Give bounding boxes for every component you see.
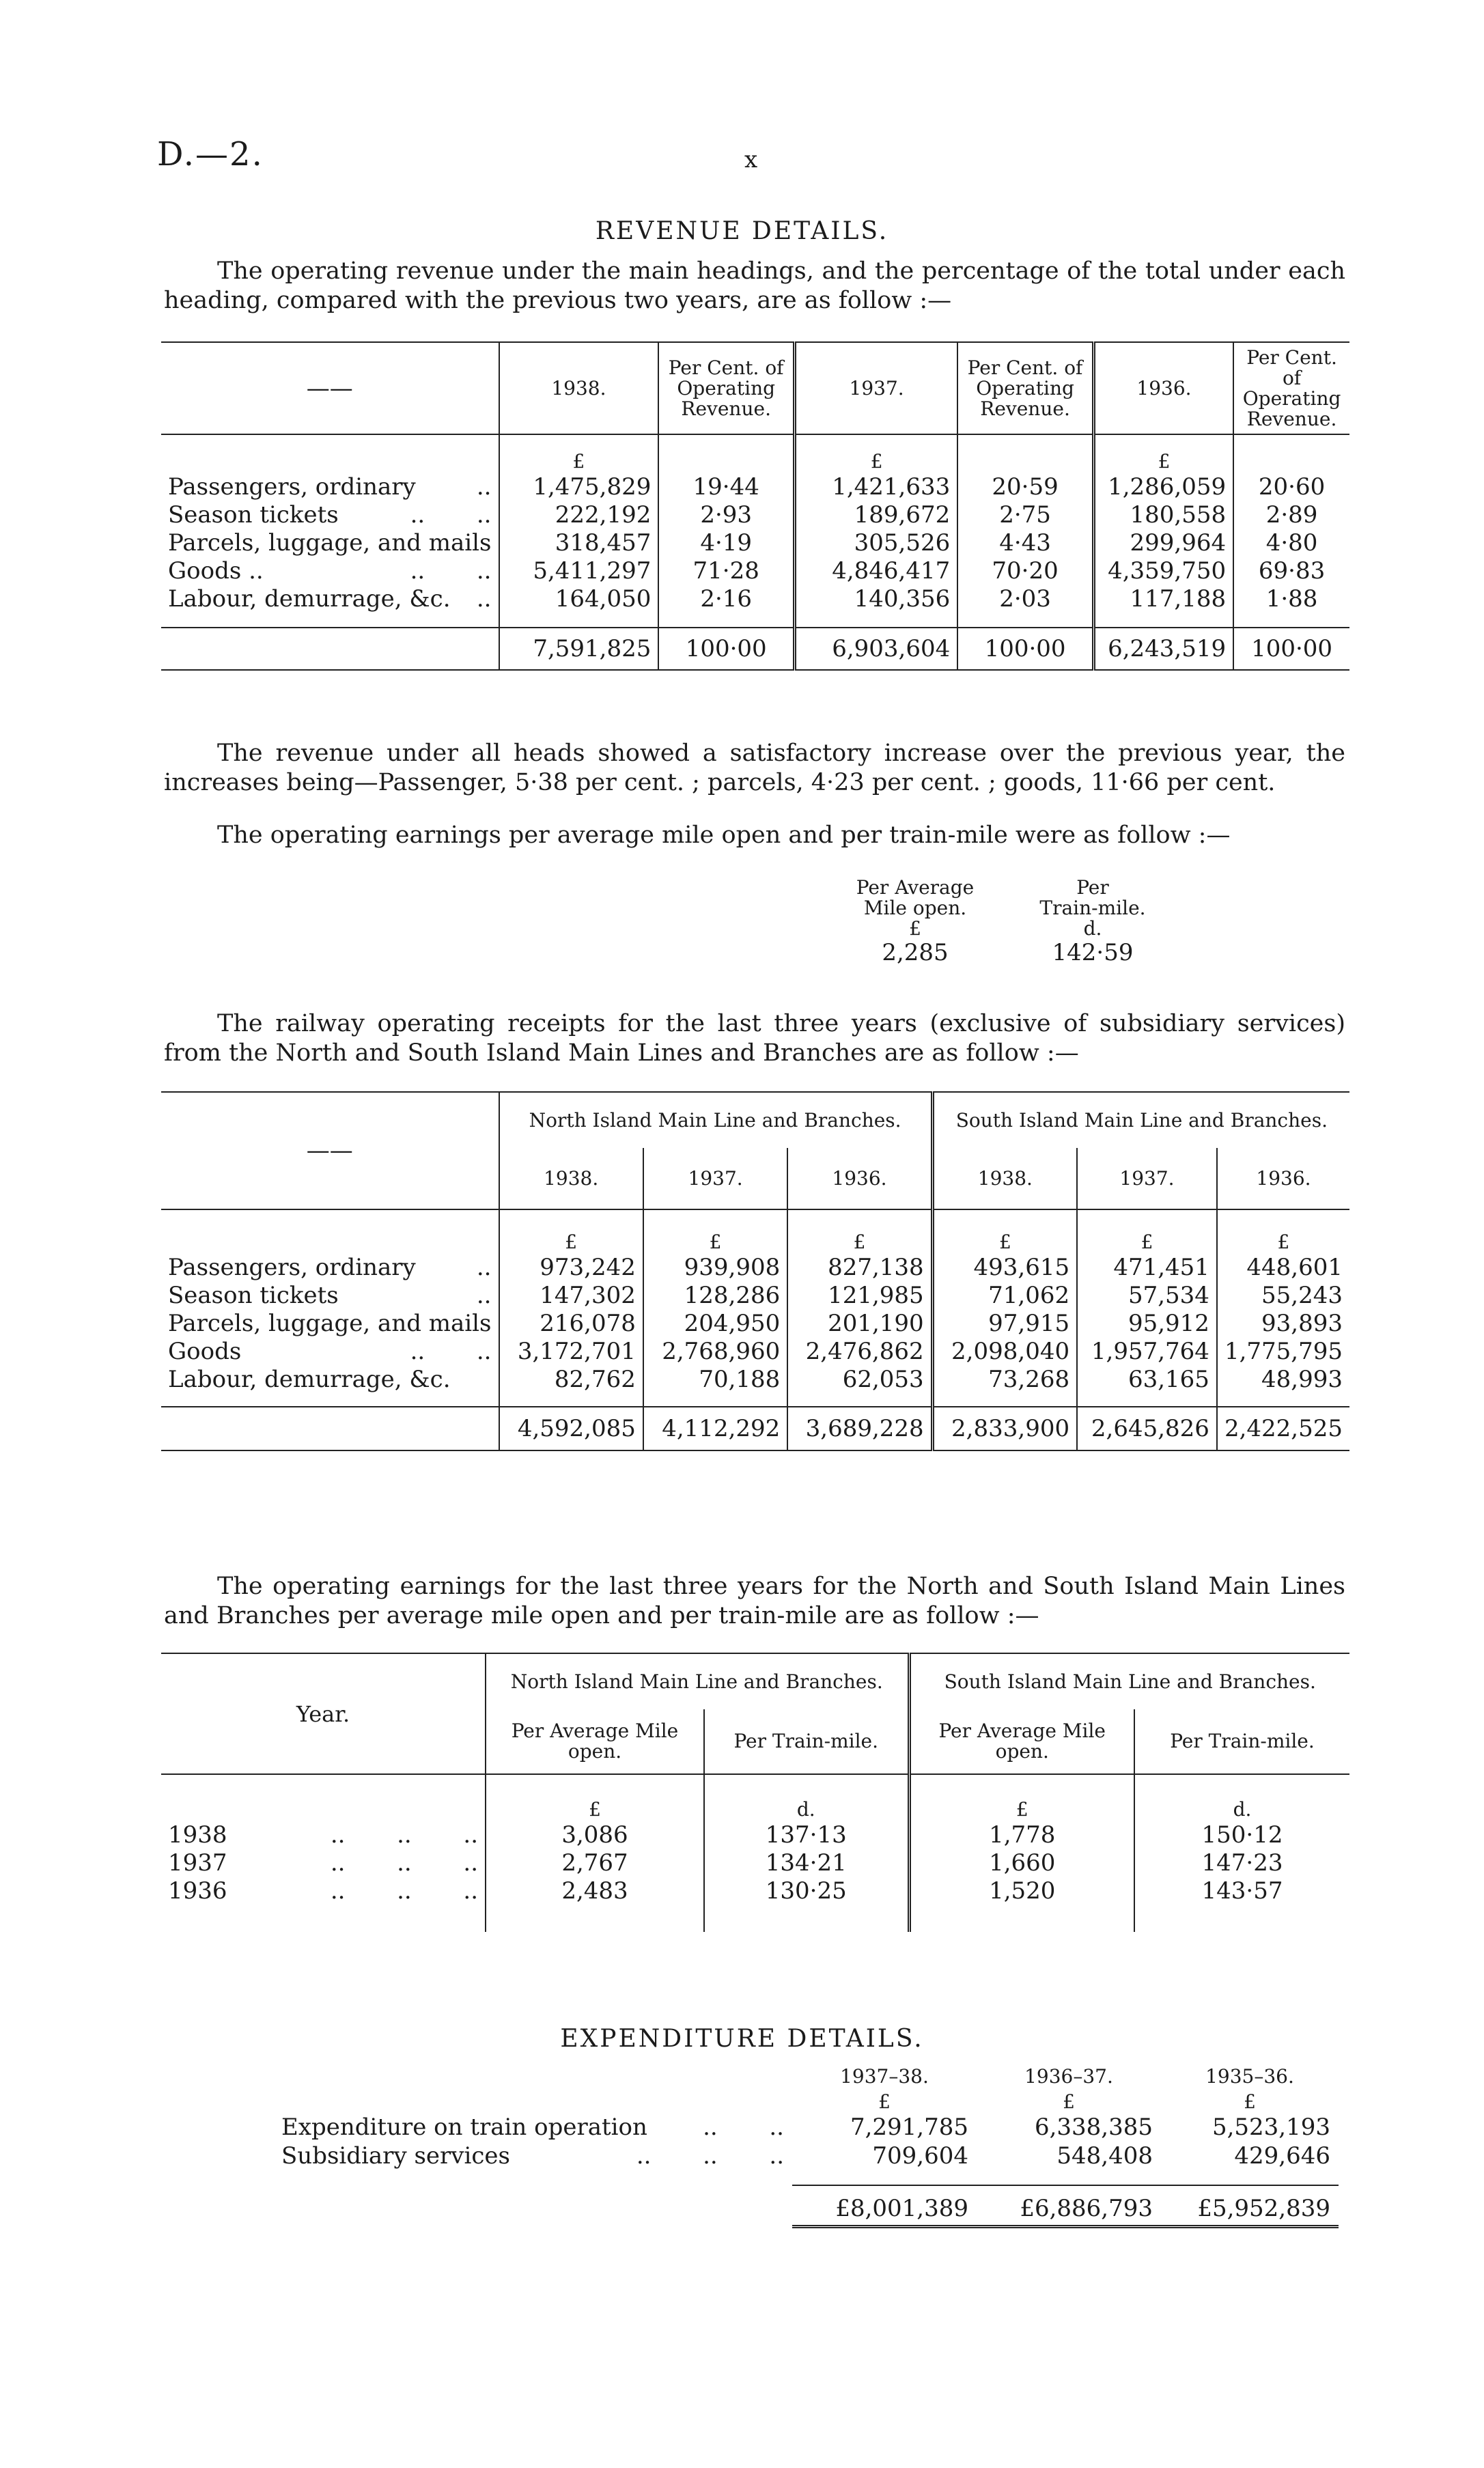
south-1937-header: 1937. [1077, 1148, 1217, 1209]
value-1938: 222,192 [499, 501, 659, 529]
exp-1937-38: 7,291,785 [850, 2114, 968, 2141]
pct-1938-header: Per Cent. of Operating Revenue. [658, 342, 794, 434]
exp-1937-38: 709,604 [872, 2142, 968, 2170]
north-1938-header: 1938. [499, 1148, 643, 1209]
pct-1938: 19·44 [658, 473, 794, 501]
value-1936: 117,188 [1093, 585, 1233, 613]
revenue-row-1 [161, 501, 499, 529]
north-per-mile: 3,086 [486, 1821, 704, 1849]
revenue-row-2-label: Parcels, luggage, and mails [168, 529, 492, 557]
island-earnings-intro: The operating earnings for the last three years for the North and South Island Main Lines and Branches per average mile open and per train-mile are as follow :— [164, 1573, 1345, 1629]
total-1938: 7,591,825 [499, 628, 659, 670]
south-1937: 1,957,764 [1077, 1337, 1217, 1365]
south-1937: 63,165 [1077, 1365, 1217, 1393]
revenue-total-row [161, 628, 1349, 670]
north-1936: 2,476,862 [787, 1337, 932, 1365]
total-s1937: 2,645,826 [1077, 1407, 1217, 1450]
per-mile-column [840, 878, 990, 966]
north-per-train: 134·21 [704, 1849, 909, 1877]
revenue-row-1-label: Season tickets [168, 501, 339, 529]
south-1937: 57,534 [1077, 1281, 1217, 1309]
north-1938: 147,302 [499, 1281, 643, 1309]
unit-s1938: £ [932, 1209, 1077, 1253]
revenue-row-3-label: Goods .. [168, 557, 264, 585]
table-row [273, 2113, 1339, 2142]
expenditure-row-0-leader-dots: .. .. [703, 2114, 784, 2141]
north-1936-header: 1936. [787, 1148, 932, 1209]
revenue-row-4 [161, 585, 499, 613]
table-row [161, 1253, 1349, 1281]
revenue-title: REVENUE DETAILS. [595, 217, 889, 245]
south-1936: 448,601 [1246, 1253, 1343, 1281]
pct-1936: 1·88 [1265, 585, 1318, 613]
south-per-mile: 1,778 [909, 1821, 1134, 1849]
revenue-intro: The operating revenue under the main headings, and the percentage of the total under each heading, compared with the previous two years, are as follow :— [164, 257, 1345, 314]
total-n1937: 4,112,292 [643, 1407, 787, 1450]
table-row [161, 473, 1349, 501]
total-1936: 6,243,519 [1093, 628, 1233, 670]
per-mile-unit: £ [909, 917, 921, 940]
ie-south-train-header: Per Train-mile. [1134, 1709, 1349, 1774]
receipts-row-4-label: Labour, demurrage, &c. [168, 1365, 451, 1393]
receipts-row-1 [161, 1281, 499, 1309]
per-train-value: 142·59 [1052, 939, 1134, 966]
exp-unit-3: £ [1244, 2090, 1256, 2113]
col-1937-header: 1937. [794, 342, 957, 434]
expenditure-table [273, 2062, 1339, 2228]
revenue-row-2 [161, 529, 499, 557]
year-cell [161, 1877, 486, 1905]
exp-col-1937-38: 1937–38. [840, 2064, 929, 2088]
document-reference: D.—2. [157, 135, 264, 173]
receipts-row-3-leader-dots: .. .. [410, 1337, 492, 1365]
table-row [161, 1281, 1349, 1309]
expenditure-unit-row [273, 2090, 1339, 2113]
value-1937: 1,421,633 [794, 473, 957, 501]
ie-unit-n-mile: £ [486, 1774, 704, 1821]
earnings-intro: The operating earnings per average mile open and per train-mile were as follow :— [217, 822, 1231, 849]
exp-1936-37: 6,338,385 [1034, 2114, 1153, 2141]
exp-col-1936-37: 1936–37. [1024, 2064, 1113, 2088]
table-row [161, 529, 1349, 557]
north-1938: 973,242 [499, 1253, 643, 1281]
page-number: x [744, 146, 758, 173]
pct-1938: 2·16 [658, 585, 794, 613]
receipts-row-0-leader-dots: .. [476, 1253, 492, 1281]
col-1938-header: 1938. [499, 342, 659, 434]
total-s1936: 2,422,525 [1217, 1407, 1349, 1450]
unit-n1936: £ [787, 1209, 932, 1253]
unit-s1937: £ [1077, 1209, 1217, 1253]
table-row [161, 1365, 1349, 1393]
ie-unit-n-train: d. [704, 1774, 909, 1821]
pct-1936-header: Per Cent. of Operating Revenue. [1233, 342, 1349, 434]
south-1936: 93,893 [1261, 1309, 1343, 1337]
ie-unit-row [161, 1774, 1349, 1821]
pct-1937: 2·03 [957, 585, 1093, 613]
ie-north-mile-header: Per Average Mile open. [486, 1709, 704, 1774]
receipts-unit-row [161, 1209, 1349, 1253]
year-label: 1938 [168, 1821, 227, 1849]
south-1938: 73,268 [932, 1365, 1077, 1393]
receipts-total-row [161, 1407, 1349, 1450]
expenditure-row-0 [273, 2113, 792, 2142]
expenditure-header [273, 2062, 1339, 2090]
total-pct-1936: 100·00 [1233, 628, 1349, 670]
unit-1937: £ [794, 434, 957, 473]
table-row [161, 557, 1349, 585]
revenue-table [161, 341, 1349, 671]
south-1937: 471,451 [1077, 1253, 1217, 1281]
unit-1938: £ [499, 434, 659, 473]
value-1938: 1,475,829 [499, 473, 659, 501]
south-1938: 97,915 [932, 1309, 1077, 1337]
year-label: 1936 [168, 1877, 227, 1905]
exp-total-1: £8,001,389 [792, 2185, 977, 2226]
pct-1937: 2·75 [957, 501, 1093, 529]
south-per-mile: 1,660 [909, 1849, 1134, 1877]
pct-1938: 4·19 [658, 529, 794, 557]
revenue-row-1-leader-dots: .. .. [410, 501, 492, 529]
north-1937-header: 1937. [643, 1148, 787, 1209]
exp-total-3: £5,952,839 [1161, 2185, 1339, 2226]
value-1936: 1,286,059 [1093, 473, 1233, 501]
unit-row [161, 434, 1349, 473]
value-1938: 164,050 [499, 585, 659, 613]
ie-north-header: North Island Main Line and Branches. [486, 1653, 909, 1709]
exp-total-2: £6,886,793 [977, 2185, 1161, 2226]
south-1937: 95,912 [1077, 1309, 1217, 1337]
table-row [161, 1309, 1349, 1337]
year-leader-dots: .. .. .. [330, 1849, 478, 1877]
expenditure-row-0-label: Expenditure on train operation [281, 2114, 647, 2141]
year-header: Year. [161, 1653, 486, 1774]
revenue-table-header [161, 342, 1349, 434]
pct-1936: 69·83 [1258, 557, 1326, 585]
pct-1938: 71·28 [658, 557, 794, 585]
col-1936-header: 1936. [1093, 342, 1233, 434]
total-n1936: 3,689,228 [787, 1407, 932, 1450]
exp-1936-37: 548,408 [1056, 2142, 1153, 2170]
receipts-intro: The railway operating receipts for the last three years (exclusive of subsidiary services) from the North and South Island Main Lines and Branches are as follow :— [164, 1010, 1345, 1067]
south-per-mile: 1,520 [909, 1877, 1134, 1905]
receipts-blank-header: —— [161, 1092, 499, 1209]
table-row [161, 1849, 1349, 1877]
value-1937: 140,356 [794, 585, 957, 613]
year-label: 1937 [168, 1849, 227, 1877]
south-per-train: 143·57 [1201, 1877, 1283, 1905]
pct-1938: 2·93 [658, 501, 794, 529]
blank-header: —— [161, 342, 499, 434]
revenue-row-4-leader-dots: .. [476, 585, 492, 613]
receipts-row-3-label: Goods [168, 1337, 242, 1365]
pct-1936: 2·89 [1265, 501, 1318, 529]
receipts-table [161, 1091, 1349, 1451]
per-train-column [1018, 878, 1168, 966]
table-row [161, 1877, 1349, 1905]
island-earnings-header-1 [161, 1653, 1349, 1709]
revenue-increase-text: The revenue under all heads showed a satisfactory increase over the previous year, the increases being—Passenger, 5·38 per cent. ; parcels, 4·23 per cent. ; goods, 11·66 per cent. [164, 740, 1345, 796]
south-1938: 71,062 [932, 1281, 1077, 1309]
table-row [273, 2142, 1339, 2170]
receipts-row-4 [161, 1365, 499, 1393]
unit-s1936: £ [1277, 1231, 1290, 1253]
revenue-row-0 [161, 473, 499, 501]
per-mile-head-2: Mile open. [863, 897, 967, 919]
table-row [161, 501, 1349, 529]
north-1937: 2,768,960 [643, 1337, 787, 1365]
south-1938: 2,098,040 [932, 1337, 1077, 1365]
receipts-row-2 [161, 1309, 499, 1337]
value-1936: 180,558 [1093, 501, 1233, 529]
north-1936: 827,138 [787, 1253, 932, 1281]
south-1938-header: 1938. [932, 1148, 1077, 1209]
receipts-island-header [161, 1092, 1349, 1148]
table-row [161, 1821, 1349, 1849]
south-1936: 48,993 [1261, 1365, 1343, 1393]
expenditure-row-1 [273, 2142, 792, 2170]
ie-unit-s-train: d. [1233, 1798, 1252, 1821]
pct-1937: 70·20 [957, 557, 1093, 585]
pct-1936: 4·80 [1265, 529, 1318, 557]
expenditure-title: EXPENDITURE DETAILS. [560, 2025, 924, 2053]
receipts-row-0 [161, 1253, 499, 1281]
ie-south-mile-header: Per Average Mile open. [909, 1709, 1134, 1774]
south-per-train: 150·12 [1201, 1821, 1283, 1849]
pct-1937: 4·43 [957, 529, 1093, 557]
exp-1935-36: 5,523,193 [1212, 2114, 1330, 2141]
expenditure-row-1-label: Subsidiary services [281, 2142, 510, 2170]
north-1937: 70,188 [643, 1365, 787, 1393]
value-1938: 5,411,297 [499, 557, 659, 585]
pct-1937: 20·59 [957, 473, 1093, 501]
pct-1937-header: Per Cent. of Operating Revenue. [957, 342, 1093, 434]
north-island-header: North Island Main Line and Branches. [499, 1092, 933, 1148]
ie-south-header: South Island Main Line and Branches. [909, 1653, 1349, 1709]
value-1936: 299,964 [1093, 529, 1233, 557]
ie-north-train-header: Per Train-mile. [704, 1709, 909, 1774]
exp-unit-1: £ [878, 2090, 891, 2113]
per-train-head-2: Train-mile. [1039, 897, 1146, 919]
year-leader-dots: .. .. .. [330, 1821, 478, 1849]
value-1938: 318,457 [499, 529, 659, 557]
north-1937: 939,908 [643, 1253, 787, 1281]
revenue-row-4-label: Labour, demurrage, &c. [168, 585, 451, 613]
north-per-train: 130·25 [704, 1877, 909, 1905]
unit-n1937: £ [643, 1209, 787, 1253]
value-1936: 4,359,750 [1093, 557, 1233, 585]
receipts-row-2-label: Parcels, luggage, and mails [168, 1309, 492, 1337]
south-1938: 493,615 [932, 1253, 1077, 1281]
north-1938: 3,172,701 [499, 1337, 643, 1365]
north-1938: 82,762 [499, 1365, 643, 1393]
pct-1936: 20·60 [1258, 473, 1326, 501]
expenditure-total-row [273, 2185, 1339, 2226]
north-1937: 128,286 [643, 1281, 787, 1309]
north-1936: 62,053 [787, 1365, 932, 1393]
south-island-header: South Island Main Line and Branches. [932, 1092, 1349, 1148]
per-train-unit: d. [1083, 917, 1102, 940]
per-mile-value: 2,285 [882, 939, 949, 966]
expenditure-row-1-leader-dots: .. .. .. [636, 2142, 784, 2170]
revenue-row-0-label: Passengers, ordinary [168, 473, 416, 501]
value-1937: 189,672 [794, 501, 957, 529]
year-cell [161, 1849, 486, 1877]
ie-unit-s-mile: £ [909, 1774, 1134, 1821]
north-1938: 216,078 [499, 1309, 643, 1337]
south-1936: 55,243 [1261, 1281, 1343, 1309]
south-1936: 1,775,795 [1224, 1337, 1343, 1365]
unit-1936: £ [1093, 434, 1233, 473]
total-1937: 6,903,604 [794, 628, 957, 670]
receipts-row-1-label: Season tickets [168, 1281, 339, 1309]
total-pct-1937: 100·00 [957, 628, 1093, 670]
value-1937: 4,846,417 [794, 557, 957, 585]
revenue-row-0-leader-dots: .. [476, 473, 492, 501]
north-1936: 121,985 [787, 1281, 932, 1309]
exp-1935-36: 429,646 [1234, 2142, 1330, 2170]
total-n1938: 4,592,085 [499, 1407, 643, 1450]
north-1937: 204,950 [643, 1309, 787, 1337]
year-cell [161, 1821, 486, 1849]
receipts-row-0-label: Passengers, ordinary [168, 1253, 416, 1281]
island-earnings-table [161, 1653, 1349, 1932]
year-leader-dots: .. .. .. [330, 1877, 478, 1905]
south-per-train: 147·23 [1201, 1849, 1283, 1877]
per-train-head-1: Per [1076, 876, 1109, 899]
north-per-mile: 2,483 [486, 1877, 704, 1905]
receipts-row-1-leader-dots: .. [476, 1281, 492, 1309]
revenue-row-3-leader-dots: .. .. [410, 557, 492, 585]
total-s1938: 2,833,900 [932, 1407, 1077, 1450]
table-row [161, 585, 1349, 613]
value-1937: 305,526 [794, 529, 957, 557]
revenue-row-3 [161, 557, 499, 585]
table-row [161, 1337, 1349, 1365]
per-mile-head-1: Per Average [856, 876, 975, 899]
unit-n1938: £ [499, 1209, 643, 1253]
total-pct-1938: 100·00 [658, 628, 794, 670]
north-per-mile: 2,767 [486, 1849, 704, 1877]
receipts-row-3 [161, 1337, 499, 1365]
exp-unit-2: £ [1063, 2090, 1075, 2113]
exp-col-1935-36: 1935–36. [1205, 2064, 1294, 2088]
north-per-train: 137·13 [704, 1821, 909, 1849]
north-1936: 201,190 [787, 1309, 932, 1337]
south-1936-header: 1936. [1217, 1148, 1349, 1209]
